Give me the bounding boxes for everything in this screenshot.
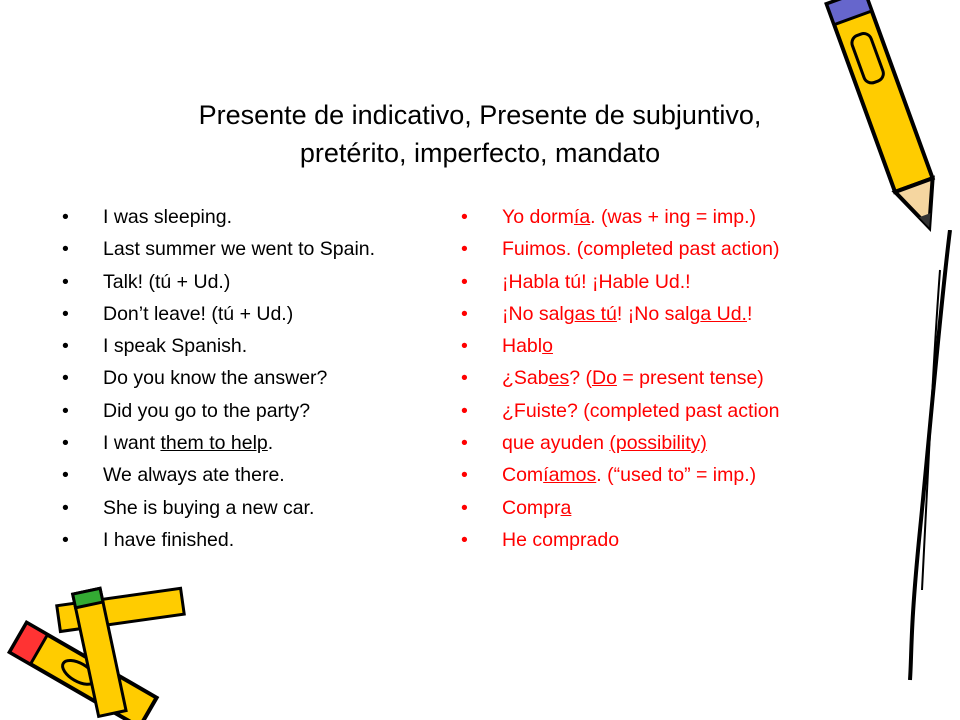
- title-line-1: Presente de indicativo, Presente de subjuntivo,: [198, 100, 762, 130]
- bullet-marker: •: [62, 335, 69, 358]
- english-sentence-item: [62, 201, 375, 233]
- bullet-marker: •: [461, 432, 468, 455]
- underlined-text: íamos: [543, 464, 597, 487]
- english-sentence-item: [62, 298, 375, 330]
- item-text: I was sleeping.: [103, 206, 232, 228]
- underlined-text: o: [542, 335, 553, 358]
- spanish-answer-item: [461, 233, 779, 265]
- bullet-marker: •: [62, 367, 69, 390]
- english-sentence-item: [62, 362, 375, 394]
- english-sentence-item: [62, 395, 375, 427]
- bullet-marker: •: [461, 464, 468, 487]
- item-text: He comprado: [502, 528, 620, 551]
- bullet-marker: •: [62, 496, 69, 519]
- bullet-marker: •: [62, 206, 69, 228]
- spanish-answer-item: [461, 524, 779, 556]
- spanish-answer-item: [461, 330, 779, 362]
- item-text: Compr: [502, 496, 561, 519]
- bullet-marker: •: [461, 528, 468, 551]
- spanish-answer-item: [461, 492, 779, 524]
- item-text: !: [746, 302, 753, 325]
- bullet-marker: •: [461, 206, 468, 228]
- bullet-marker: •: [461, 496, 468, 519]
- crayon-group-icon: [0, 575, 200, 720]
- english-sentence-item: [62, 233, 375, 265]
- spanish-answer-item: [461, 427, 779, 459]
- spanish-answer-item: [461, 266, 779, 298]
- item-text: Habl: [502, 335, 543, 358]
- bullet-marker: •: [461, 335, 468, 358]
- english-sentence-list: [62, 201, 375, 556]
- english-sentence-item: [62, 524, 375, 556]
- underlined-text: ía: [573, 206, 591, 228]
- item-text: ¡No salg: [502, 302, 575, 325]
- english-sentence-item: [62, 266, 375, 298]
- item-text: . (was + ing = imp.): [590, 206, 756, 228]
- bullet-marker: •: [461, 367, 468, 390]
- title-line-2: pretérito, imperfecto, mandato: [299, 138, 661, 168]
- item-text: ¿Fuiste? (completed past action: [502, 399, 780, 422]
- item-text: .: [267, 432, 274, 455]
- spanish-answer-item: [461, 362, 779, 394]
- underlined-text: es: [548, 367, 570, 390]
- bullet-marker: •: [62, 528, 69, 551]
- item-text: ¡Habla tú! ¡Hable Ud.!: [502, 270, 691, 293]
- english-sentence-item: [62, 459, 375, 491]
- item-text: Fuimos. (completed past action): [502, 238, 780, 261]
- underlined-text: (possibility): [609, 432, 707, 455]
- bullet-marker: •: [62, 399, 69, 422]
- item-text: She is buying a new car.: [103, 496, 315, 519]
- item-text: = present tense): [616, 367, 764, 390]
- bullet-marker: •: [461, 238, 468, 261]
- item-text: ¿Sab: [502, 367, 549, 390]
- spanish-answer-item: [461, 395, 779, 427]
- spanish-answer-list: [461, 201, 779, 556]
- bullet-marker: •: [461, 399, 468, 422]
- item-text: We always ate there.: [103, 464, 285, 487]
- item-text: ! ¡No salg: [616, 302, 701, 325]
- bullet-marker: •: [62, 238, 69, 261]
- item-text: I want: [103, 432, 161, 455]
- underlined-text: as tú: [574, 302, 617, 325]
- sketch-line-icon: [900, 230, 960, 690]
- bullet-marker: •: [62, 464, 69, 487]
- slide-title: [80, 96, 880, 172]
- item-text: Don’t leave! (tú + Ud.): [103, 302, 294, 325]
- item-text: Talk! (tú + Ud.): [103, 270, 231, 293]
- bullet-marker: •: [62, 302, 69, 325]
- bullet-marker: •: [461, 302, 468, 325]
- bullet-marker: •: [62, 270, 69, 293]
- spanish-answer-item: [461, 459, 779, 491]
- item-text: I speak Spanish.: [103, 335, 248, 358]
- item-text: . (“used to” = imp.): [596, 464, 757, 487]
- item-text: Do you know the answer?: [103, 367, 328, 390]
- item-text: Did you go to the party?: [103, 399, 311, 422]
- spanish-answer-item: [461, 201, 779, 233]
- english-sentence-item: [62, 330, 375, 362]
- underlined-text: Do: [591, 367, 617, 390]
- pencil-icon: [818, 0, 960, 240]
- item-text: Last summer we went to Spain.: [103, 238, 376, 261]
- english-sentence-item: [62, 492, 375, 524]
- item-text: Com: [502, 464, 544, 487]
- underlined-text: them to help: [160, 432, 268, 455]
- underlined-text: a: [560, 496, 572, 519]
- underlined-text: a Ud.: [700, 302, 747, 325]
- item-text: Yo dorm: [502, 206, 574, 228]
- bullet-marker: •: [461, 270, 468, 293]
- item-text: I have finished.: [103, 528, 235, 551]
- english-sentence-item: [62, 427, 375, 459]
- item-text: ? (: [569, 367, 592, 390]
- spanish-answer-item: [461, 298, 779, 330]
- item-text: que ayuden: [502, 432, 610, 455]
- bullet-marker: •: [62, 432, 69, 455]
